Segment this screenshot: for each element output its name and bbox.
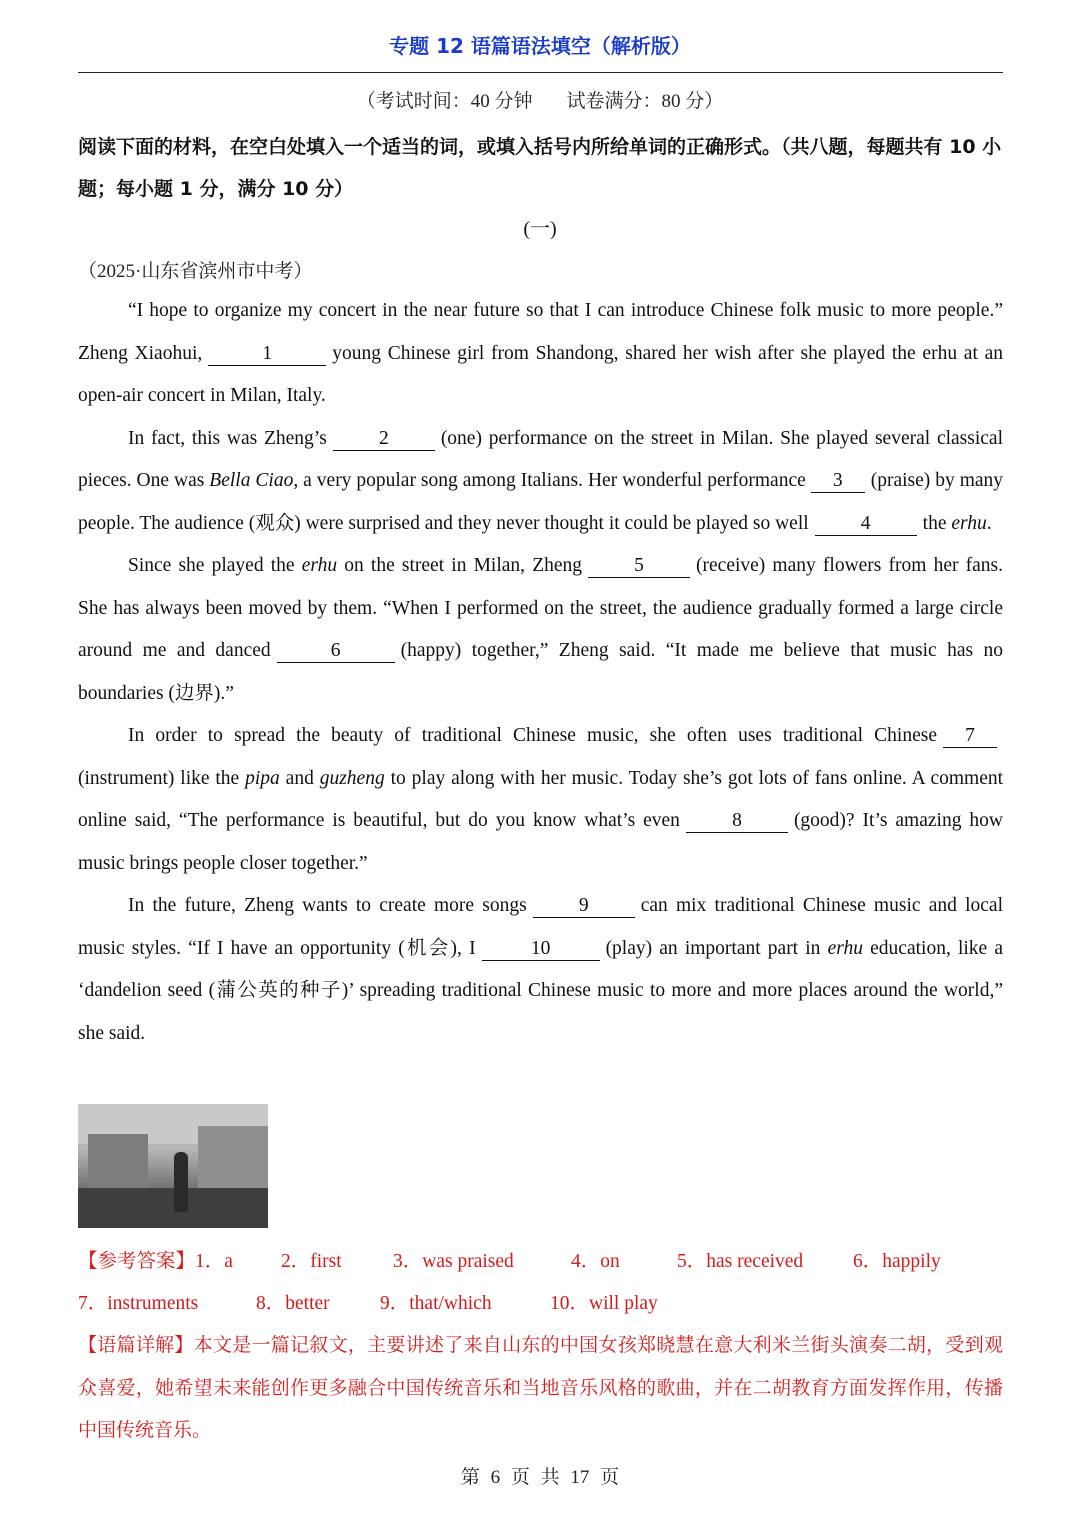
paragraph-2: In fact, this was Zheng’s 2 (one) performance on the street in Milan. She played several classical pieces. One was Bella Ciao, a very popular song among Italians. Her wonderful performance 3 (praise) by many people. The audience (观众) were surprised and they never thought it could be played so well 4 the erhu. — [78, 427, 1004, 534]
passage — [78, 290, 1003, 1055]
answer-item: 3．was praised — [393, 1251, 514, 1272]
answer-item: 2．first — [281, 1251, 342, 1272]
full-score: 试卷满分：80 分） — [566, 91, 724, 112]
answer-item: 1．a — [195, 1251, 233, 1272]
paragraph-5: In the future, Zheng wants to create more songs 9 can mix traditional Chinese music and local music styles. “If I have an opportunity (机会), I 10 (play) an important part in erhu education, like a ‘dandelion seed (蒲公英的种子)’ spreading traditional Chinese music to more and more places around the world,” she said. — [78, 895, 1004, 1044]
header-divider — [78, 72, 1003, 73]
blank-4: 4 — [815, 513, 917, 536]
blank-10: 10 — [482, 938, 600, 961]
blank-9: 9 — [533, 895, 635, 918]
blank-3: 3 — [811, 470, 865, 493]
exam-info — [0, 86, 1080, 113]
document-title: 专题 12 语篇语法填空（解析版） — [389, 34, 691, 58]
blank-8: 8 — [686, 810, 788, 833]
answer-item: 9．that/which — [380, 1293, 492, 1314]
answer-item: 5．has received — [677, 1251, 804, 1272]
blank-6: 6 — [277, 640, 395, 663]
source-label: （2025·山东省滨州市中考） — [78, 261, 313, 282]
analysis-label: 【语篇详解】 — [78, 1334, 194, 1356]
answer-row-2 — [78, 1283, 1018, 1325]
blank-5: 5 — [588, 555, 690, 578]
answer-row-1 — [78, 1240, 1018, 1283]
reference-answers — [78, 1240, 1018, 1325]
blank-7: 7 — [943, 725, 997, 748]
section-number: (一) — [523, 218, 557, 240]
passage-analysis — [78, 1324, 1003, 1452]
instructions: 阅读下面的材料，在空白处填入一个适当的词，或填入括号内所给单词的正确形式。（共八题，每题共有 10 小题；每小题 1 分，满分 10 分） — [78, 136, 1002, 200]
answer-item: 10．will play — [550, 1293, 658, 1314]
answer-item: 8．better — [256, 1293, 330, 1314]
paragraph-3: Since she played the erhu on the street in Milan, Zheng 5 (receive) many flowers from her fans. She has always been moved by them. “When I performed on the street, the audience gradually formed a large circle around me and danced 6 (happy) together,” Zheng said. “It made me believe that music has no boundaries (边界).” — [78, 555, 1003, 704]
blank-1: 1 — [208, 343, 326, 366]
street-performance-photo — [78, 1104, 268, 1228]
blank-2: 2 — [333, 428, 435, 451]
answer-item: 4．on — [571, 1251, 620, 1272]
paragraph-1: “I hope to organize my concert in the near future so that I can introduce Chinese folk music to more people.” Zheng Xiaohui, 1 young Chinese girl from Shandong, shared her wish after she played the erhu at an open-air concert in Milan, Italy. — [78, 300, 1003, 406]
page-footer: 第 6 页 共 17 页 — [460, 1467, 620, 1488]
analysis-text: 本文是一篇记叙文，主要讲述了来自山东的中国女孩郑晓慧在意大利米兰街头演奏二胡，受到观众喜爱，她希望未来能创作更多融合中国传统音乐和当地音乐风格的歌曲，并在二胡教育方面发挥作用，传播中国传统音乐。 — [78, 1334, 1003, 1441]
answer-item: 7．instruments — [78, 1293, 199, 1314]
exam-time: （考试时间：40 分钟 — [356, 91, 533, 112]
answer-item: 6．happily — [853, 1251, 941, 1272]
paragraph-4: In order to spread the beauty of traditional Chinese music, she often uses traditional Chinese 7(instrument) like the pipa and guzheng to play along with her music. Today she’s got lots of fans online. A comment online said, “The performance is beautiful, but do you know what’s even 8 (good)? It’s amazing how music brings people closer together.” — [78, 725, 1004, 874]
answer-label: 【参考答案】 — [78, 1249, 196, 1272]
